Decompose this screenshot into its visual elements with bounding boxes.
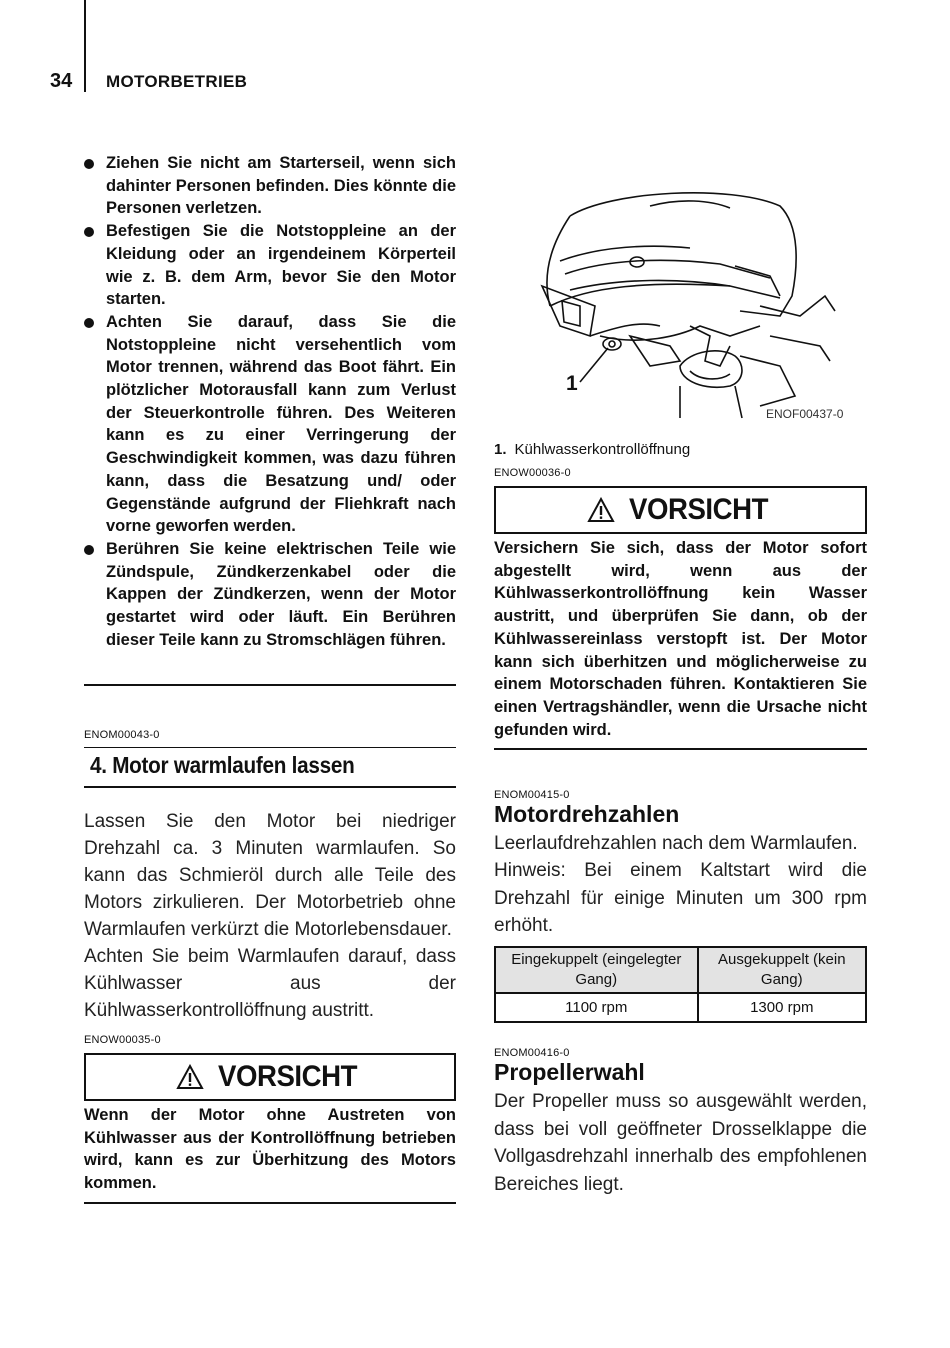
warning-text: Wenn der Motor ohne Austreten von Kühlwasser aus der Kontrollöffnung betrieben wird, kann es zur Überhitzung des Motors kommen. xyxy=(84,1106,456,1193)
list-item: Befestigen Sie die Notstoppleine an der Kleidung oder an irgendeinem Körperteil wie z. B. dem Arm, bevor Sie den Motor starten. xyxy=(84,220,456,311)
warning-title: VORSICHT xyxy=(218,1060,358,1093)
warning-code: ENOW00035-0 xyxy=(84,1034,161,1046)
table-cell: 1300 rpm xyxy=(698,993,866,1022)
figure-code: ENOF00437-0 xyxy=(766,407,844,421)
section-code: ENOM00415-0 xyxy=(494,789,570,801)
figure-caption xyxy=(494,441,690,458)
list-item: Achten Sie darauf, dass Sie die Notstoppleine nicht versehentlich vom Motor trennen, während das Boot fährt. Ein plötzlicher Motorausfall kann zum Verlust der Steuerkontrolle führen. Des Weiteren kann es zu einer Verringerung der Geschwindigkeit kommen, was dazu führen kann, dass die Besatzung und/ oder Gegenstände aufgrund der Fliehkraft nach vorne geworfen werden. xyxy=(84,311,456,538)
caption-number: 1. xyxy=(494,441,507,458)
section-heading: Propellerwahl xyxy=(494,1059,645,1085)
section-title: MOTORBETRIEB xyxy=(106,72,248,91)
warning-triangle-icon xyxy=(176,1064,204,1090)
paragraph: Achten Sie beim Warmlaufen darauf, dass Kühlwasser aus der Kühlwasserkontrollöffnung austritt. xyxy=(84,946,456,1021)
paragraph: Lassen Sie den Motor bei niedriger Drehzahl ca. 3 Minuten warmlaufen. So kann das Schmieröl durch alle Teile des Motors zirkulieren. Der Motorbetrieb ohne Warmlaufen verkürzt die Motorlebensdauer. xyxy=(84,811,456,940)
list-item: Berühren Sie keine elektrischen Teile wie Zündspule, Zündkerzenkabel oder die Kappen der Zündkerzen, wenn der Motor gestartet wird oder läuft. Ein Berühren dieser Teile kann zu Stromschlägen führen. xyxy=(84,538,456,652)
divider xyxy=(494,748,867,750)
section-code: ENOM00416-0 xyxy=(494,1047,570,1059)
table-cell: 1100 rpm xyxy=(495,993,698,1022)
warning-title: VORSICHT xyxy=(629,493,768,526)
paragraph: Der Propeller muss so ausgewählt werden, dass bei voll geöffneter Drosselklappe die Vollgasdrehzahl innerhalb des empfohlenen Bereiches liegt. xyxy=(494,1091,867,1195)
warning-code: ENOW00036-0 xyxy=(494,467,571,479)
table-header: Ausgekuppelt (kein Gang) xyxy=(698,947,866,993)
section-heading: 4. Motor warmlaufen lassen xyxy=(90,752,355,778)
table-header: Eingekuppelt (eingelegter Gang) xyxy=(495,947,698,993)
warning-box xyxy=(84,1053,456,1101)
header-divider xyxy=(84,0,86,92)
figure-callout: 1 xyxy=(566,372,578,395)
section-code: ENOM00043-0 xyxy=(84,729,160,741)
warning-triangle-icon xyxy=(587,497,615,523)
divider xyxy=(84,684,456,686)
callout-leader-line xyxy=(580,348,608,382)
list-item: Ziehen Sie nicht am Starterseil, wenn sich dahinter Personen befinden. Dies könnte die Personen verletzen. xyxy=(84,152,456,220)
divider xyxy=(84,747,456,748)
warning-text: Versichern Sie sich, dass der Motor sofort abgestellt wird, wenn aus der Kühlwasserkontrollöffnung kein Wasser austritt, und überprüfen Sie dann, ob der Kühlwassereinlass verstopft ist. Der Motor kann sich überhitzen und möglicherweise zu einem Motorschaden führen. Kontaktieren Sie einen Vertragshändler, wenn die Ursache nicht gefunden wird. xyxy=(494,539,867,739)
table-row xyxy=(495,993,866,1022)
section-heading: Motordrehzahlen xyxy=(494,801,680,827)
divider xyxy=(84,1202,456,1204)
caption-text: Kühlwasserkontrollöffnung xyxy=(514,441,691,458)
paragraph: Leerlaufdrehzahlen nach dem Warmlaufen. xyxy=(494,833,858,854)
warning-box xyxy=(494,486,867,534)
page-number: 34 xyxy=(50,70,73,92)
rpm-table xyxy=(494,946,867,1023)
paragraph: Hinweis: Bei einem Kaltstart wird die Drehzahl für einige Minuten um 300 rpm erhöht. xyxy=(494,860,867,936)
safety-bullet-list xyxy=(84,152,456,651)
divider xyxy=(84,786,456,788)
